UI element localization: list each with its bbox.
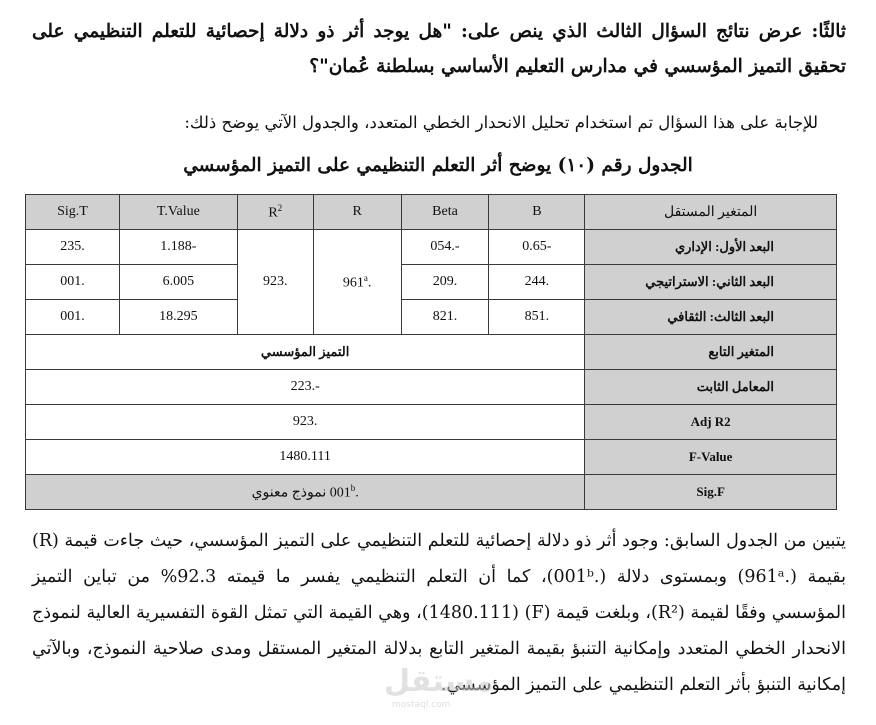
dependent-value: التميز المؤسسي: [26, 335, 585, 370]
header-r2: $R^2$: [237, 195, 313, 230]
row-label: البعد الثالث: الثقافي: [585, 300, 837, 335]
header-sigt: Sig.T: [26, 195, 120, 230]
table-caption: الجدول رقم (١٠) يوضح أثر التعلم التنظيمي على التميز المؤسسي: [183, 155, 693, 176]
header-r: R: [313, 195, 401, 230]
fvalue-label: F-Value: [585, 440, 837, 475]
sigf-row: [26, 475, 837, 510]
cell-beta: .209: [401, 265, 489, 300]
dependent-row: [26, 335, 837, 370]
header-tvalue: T.Value: [119, 195, 237, 230]
cell-tvalue: -1.188: [119, 230, 237, 265]
section-heading: [32, 14, 846, 84]
row-label: البعد الأول: الإداري: [585, 230, 837, 265]
cell-r2: .923: [237, 230, 313, 335]
adjr2-value: .923: [26, 405, 585, 440]
regression-table: [25, 194, 837, 510]
fvalue-value: 1480.111: [26, 440, 585, 475]
header-independent: المتغير المستقل: [585, 195, 837, 230]
header-beta: Beta: [401, 195, 489, 230]
cell-b: .244: [489, 265, 585, 300]
cell-tvalue: 18.295: [119, 300, 237, 335]
table-row: [26, 265, 837, 300]
header-b: B: [489, 195, 585, 230]
adjr2-label: Adj R2: [585, 405, 837, 440]
fvalue-row: [26, 440, 837, 475]
table-header-row: [26, 195, 837, 230]
cell-b: -0.65: [489, 230, 585, 265]
watermark-url: mostaql.com: [392, 700, 451, 710]
watermark-logo: مستقل: [384, 664, 494, 699]
constant-label: المعامل الثابت: [585, 370, 837, 405]
cell-beta: -.054: [401, 230, 489, 265]
cell-beta: .821: [401, 300, 489, 335]
cell-b: .851: [489, 300, 585, 335]
results-text: يتبين من الجدول السابق: وجود أثر ذو دلالة إحصائية للتعلم التنظيمي على التميز المؤسسي، حيث جاءت قيمة (R) بقيمة (.961ᵃ) وبمستوى دلالة (.001ᵇ)، كما أن التعلم التنظيمي يفسر ما قيمته 92.3% من تباين التميز المؤسسي وفقًا لقيمة (R²)، وبلغت قيمة (F) (1480.111)، وهي القيمة التي تمثل القوة التفسيرية العالية لنموذج الانحدار الخطي المتعدد وإمكانية التنبؤ بقيمة المتغير التابع بدلالة المتغير المستقل ومدى صلاحية النموذج، وبالآتي إمكانية التنبؤ بأثر التعلم التنظيمي على التميز المؤسسي.: [32, 531, 846, 695]
adjr2-row: [26, 405, 837, 440]
sigf-label: Sig.F: [585, 475, 837, 510]
cell-r: .961$^a$: [313, 230, 401, 335]
cell-sigt: .001: [26, 300, 120, 335]
table-row: [26, 300, 837, 335]
cell-tvalue: 6.005: [119, 265, 237, 300]
constant-value: -.223: [26, 370, 585, 405]
sigf-value: .001$^b$ نموذج معنوي: [26, 475, 585, 510]
heading-text: عرض نتائج السؤال الثالث الذي ينص على: "هل يوجد أثر ذو دلالة إحصائية للتعلم التنظيمي على تحقيق التميز المؤسسي في مدارس التعليم الأساسي بسلطنة عُمان"؟: [32, 21, 846, 77]
intro-paragraph: للإجابة على هذا السؤال تم استخدام تحليل الانحدار الخطي المتعدد، والجدول الآتي يوضح ذلك:: [184, 113, 818, 132]
table-row: [26, 230, 837, 265]
cell-sigt: .235: [26, 230, 120, 265]
heading-label: ثالثًا:: [811, 21, 846, 42]
cell-sigt: .001: [26, 265, 120, 300]
dependent-label: المتغير التابع: [585, 335, 837, 370]
constant-row: [26, 370, 837, 405]
row-label: البعد الثاني: الاستراتيجي: [585, 265, 837, 300]
